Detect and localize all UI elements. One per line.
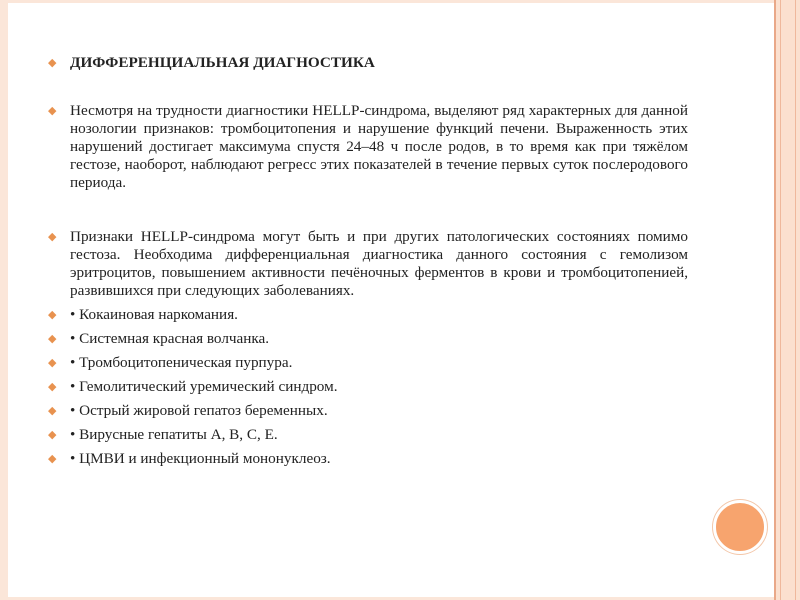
frame-right-line — [774, 0, 776, 600]
frame-top-border — [0, 0, 776, 3]
list-item-text: • Гемолитический уремический синдром. — [70, 378, 338, 395]
frame-left-border — [0, 0, 8, 600]
bullet-icon: ◆ — [48, 428, 57, 441]
list-item — [48, 426, 688, 444]
frame-right-line — [795, 0, 796, 600]
list-item — [48, 402, 688, 420]
bullet-icon: ◆ — [48, 308, 57, 321]
list-item-text: • Острый жировой гепатоз беременных. — [70, 402, 328, 419]
bullet-icon: ◆ — [48, 356, 57, 369]
paragraph-1 — [48, 102, 688, 192]
list-item-text: • ЦМВИ и инфекционный мононуклеоз. — [70, 450, 331, 467]
bullet-icon: ◆ — [48, 404, 57, 417]
list-item — [48, 450, 688, 468]
list-item — [48, 306, 688, 324]
list-item — [48, 378, 688, 396]
frame-right-line — [780, 0, 781, 600]
paragraph-text: Признаки HELLP-синдрома могут быть и при других патологических состояниях помимо гестоза. Необходима дифференциальная диагностика данного состояния с гемолизом эритроцитов, повышением активности печёночных ферментов в крови и тромбоцитопенией, развившихся при следующих заболеваниях. — [70, 228, 688, 299]
list-item — [48, 330, 688, 348]
slide-title: ДИФФЕРЕНЦИАЛЬНАЯ ДИАГНОСТИКА — [70, 54, 375, 71]
bullet-icon: ◆ — [48, 380, 57, 393]
paragraph-text: Несмотря на трудности диагностики HELLP-синдрома, выделяют ряд характерных для данной нозологии признаков: тромбоцитопения и нарушение функций печени. Выраженность этих нарушений достигает максимума спустя 24–48 ч после родов, в то время как при тяжёлом гестозе, наоборот, наблюдают регресс этих показателей в течение первых суток послеродового периода. — [70, 102, 688, 191]
bullet-icon: ◆ — [48, 104, 57, 117]
list-item-text: • Кокаиновая наркомания. — [70, 306, 238, 323]
list-item — [48, 354, 688, 372]
list-item-text: • Вирусные гепатиты А, В, С, Е. — [70, 426, 278, 443]
list-item-text: • Системная красная волчанка. — [70, 330, 270, 347]
slide-title-block — [48, 54, 688, 72]
decorative-circle — [713, 500, 767, 554]
bullet-icon: ◆ — [48, 332, 57, 345]
bullet-icon: ◆ — [48, 230, 57, 243]
bullet-icon: ◆ — [48, 56, 57, 69]
slide-content — [48, 48, 688, 474]
paragraph-2 — [48, 228, 688, 300]
bullet-icon: ◆ — [48, 452, 57, 465]
list-item-text: • Тромбоцитопеническая пурпура. — [70, 354, 293, 371]
